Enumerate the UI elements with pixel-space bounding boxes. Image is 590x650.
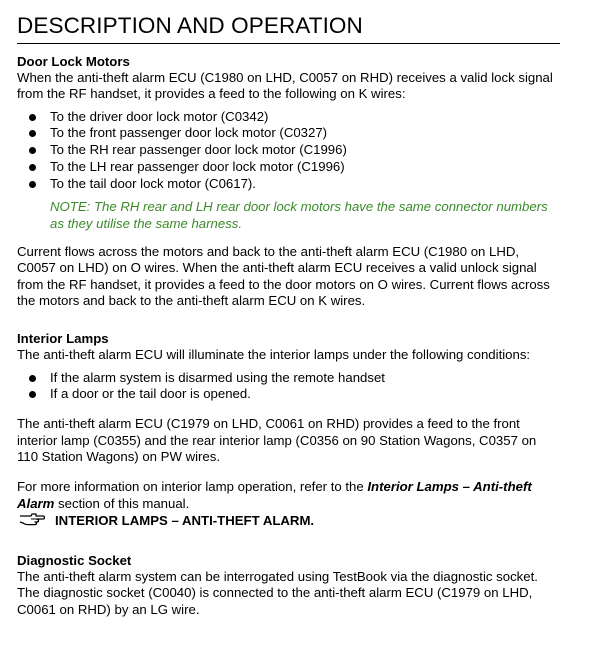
bullet-icon (29, 391, 36, 398)
list-item-text: To the driver door lock motor (C0342) (50, 108, 269, 124)
list-item (17, 142, 565, 158)
bullet-icon (29, 164, 36, 171)
diagnostic-line-3: C0061 on RHD) by an LG wire. (17, 601, 200, 617)
list-item (17, 109, 565, 125)
interior-lamps-conditions-list (17, 370, 565, 403)
page-title: DESCRIPTION AND OPERATION (17, 13, 363, 38)
title-rule (17, 43, 560, 44)
diagnostic-socket-heading: Diagnostic Socket (17, 553, 132, 569)
list-item (17, 125, 565, 141)
bullet-icon (29, 375, 36, 382)
cross-reference[interactable] (17, 512, 565, 530)
document-page (17, 12, 565, 618)
interior-lamps-para-line-2: interior lamp (C0355) and the rear interior lamp (C0356 on 90 Station Wagons, C0357 on (17, 432, 537, 448)
diagnostic-socket-section (17, 553, 565, 618)
interior-lamps-para-line-1: The anti-theft alarm ECU (C1979 on LHD, C0061 on RHD) provides a feed to the front (17, 416, 520, 432)
door-lock-intro-line-2: from the RF handset, it provides a feed to the following on K wires: (17, 86, 406, 102)
door-lock-heading: Door Lock Motors (17, 54, 130, 69)
door-lock-para-line-4: the motors and back to the anti-theft alarm ECU on K wires. (17, 292, 366, 308)
list-item-text: To the front passenger door lock motor (C0327) (50, 125, 328, 141)
interior-lamps-reference-link-cont[interactable]: Alarm (17, 495, 55, 511)
interior-lamps-heading: Interior Lamps (17, 331, 109, 347)
note-line-2: as they utilise the same harness. (50, 215, 243, 231)
door-lock-para-line-2: C0057 on LHD) on O wires. When the anti-theft alarm ECU receives a valid unlock signal (17, 260, 537, 276)
diagnostic-line-2: The diagnostic socket (C0040) is connected to the anti-theft alarm ECU (C1979 on LHD, (17, 585, 533, 601)
interior-lamps-intro: The anti-theft alarm ECU will illuminate the interior lamps under the following conditions: (17, 347, 531, 363)
door-lock-section (17, 54, 565, 309)
door-lock-para-line-1: Current flows across the motors and back to the anti-theft alarm ECU (C1980 on LHD, (17, 244, 520, 260)
interior-lamps-para-line-3: 110 Station Wagons) on PW wires. (17, 448, 221, 464)
door-lock-intro-line-1: When the anti-theft alarm ECU (C1980 on LHD, C0057 on RHD) receives a valid lock signal (17, 70, 553, 85)
note-line-1: NOTE: The RH rear and LH rear door lock motors have the same connector numbers (50, 199, 548, 215)
interior-lamps-reference-link[interactable]: Interior Lamps – Anti-theft (367, 479, 532, 495)
more-info-prefix: For more information on interior lamp operation, refer to the (17, 479, 368, 495)
list-item (17, 159, 565, 175)
list-item-text: To the RH rear passenger door lock motor (C1996) (50, 142, 347, 158)
bullet-icon (29, 130, 36, 137)
more-info-suffix: section of this manual. (54, 495, 190, 511)
list-item-text: To the LH rear passenger door lock motor (C1996) (50, 159, 345, 175)
list-item (17, 176, 565, 192)
bullet-icon (29, 114, 36, 121)
door-lock-motor-list (17, 109, 565, 193)
pointing-hand-icon (19, 512, 47, 530)
door-lock-note (50, 199, 560, 232)
interior-lamps-section (17, 331, 565, 530)
more-info-paragraph (17, 479, 565, 512)
list-item-text: If a door or the tail door is opened. (50, 386, 251, 402)
bullet-icon (29, 147, 36, 154)
diagnostic-line-1: The anti-theft alarm system can be interrogated using TestBook via the diagnostic socket. (17, 569, 538, 585)
door-lock-para-line-3: from the RF handset, it provides a feed to the door motors on O wires. Current flows across (17, 276, 550, 292)
list-item (17, 386, 565, 402)
list-item-text: If the alarm system is disarmed using the remote handset (50, 369, 385, 385)
bullet-icon (29, 181, 36, 188)
list-item-text: To the tail door lock motor (C0617). (50, 176, 256, 192)
list-item (17, 370, 565, 386)
cross-reference-text: INTERIOR LAMPS – ANTI-THEFT ALARM. (55, 512, 315, 528)
